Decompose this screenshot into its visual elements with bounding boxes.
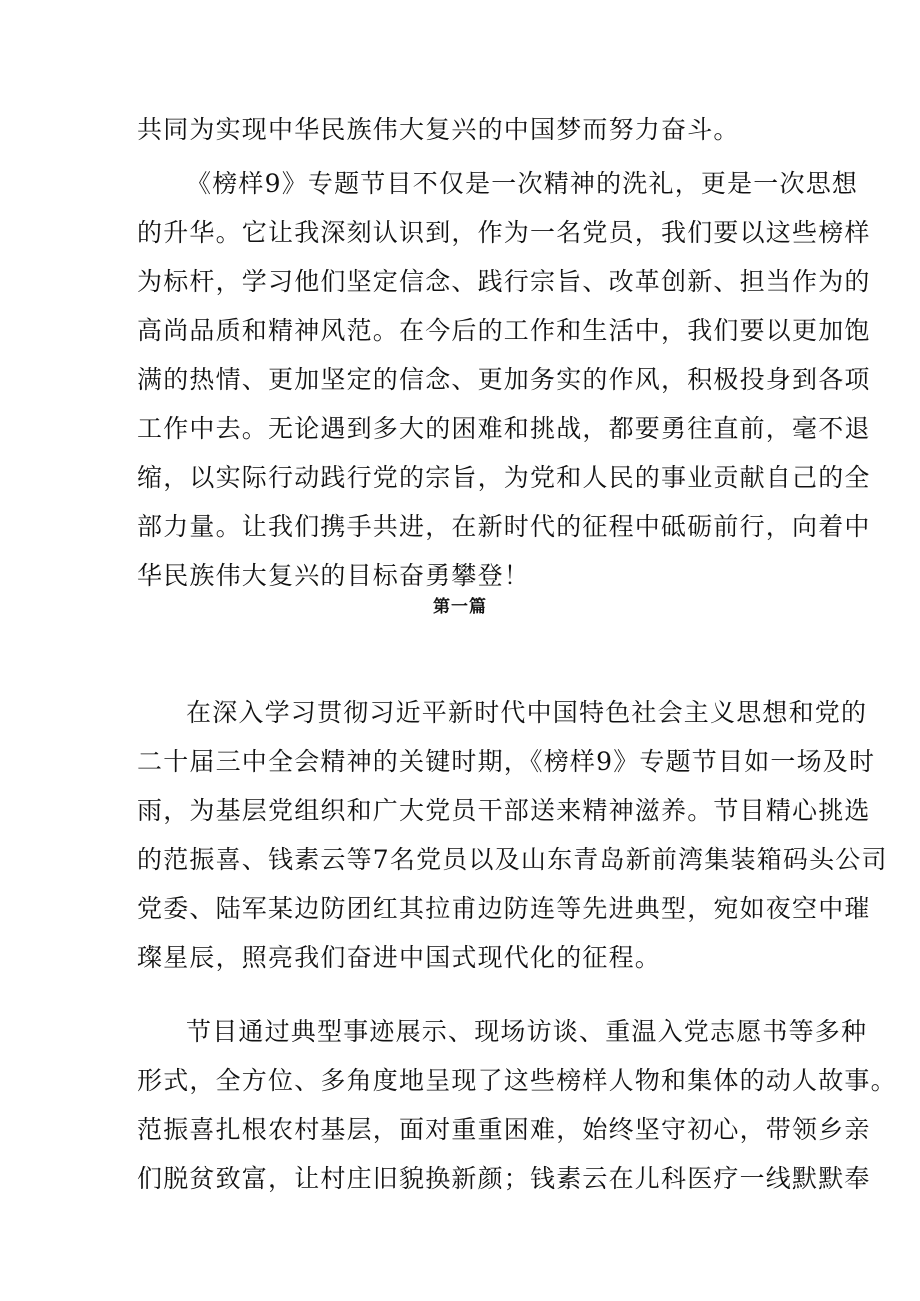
paragraph-first-line: 在深入学习贯彻习近平新时代中国特色社会主义思想和党的 [186, 698, 868, 727]
text-line: 高尚品质和精神风范。在今后的工作和生活中，我们要以更加饱 [137, 316, 871, 345]
text-line: 形式，全方位、多角度地呈现了这些榜样人物和集体的动人故事。 [137, 1066, 897, 1095]
section-heading: 第一篇 [433, 597, 487, 617]
text-line: 雨，为基层党组织和广大党员干部送来精神滋养。节目精心挑选 [137, 796, 871, 825]
text-line: 的升华。它让我深刻认识到，作为一名党员，我们要以这些榜样 [137, 218, 871, 247]
text-line: 满的热情、更加坚定的信念、更加务实的作风，积极投身到各项 [137, 365, 871, 394]
text-line: 工作中去。无论遇到多大的困难和挑战，都要勇往直前，毫不退 [137, 414, 871, 443]
text-line: 二十届三中全会精神的关键时期，《榜样9》专题节目如一场及时 [137, 747, 876, 776]
text-line: 华民族伟大复兴的目标奋勇攀登！ [137, 561, 531, 590]
paragraph-first-line: 节目通过典型事迹展示、现场访谈、重温入党志愿书等多种 [186, 1017, 868, 1046]
paragraph-first-line: 《榜样9》专题节目不仅是一次精神的洗礼，更是一次思想 [186, 169, 859, 198]
text-line: 缩，以实际行动践行党的宗旨，为党和人民的事业贡献自己的全 [137, 463, 871, 492]
text-line: 共同为实现中华民族伟大复兴的中国梦而努力奋斗。 [137, 115, 740, 144]
text-line: 璨星辰，照亮我们奋进中国式现代化的征程。 [137, 943, 662, 972]
text-line: 为标杆，学习他们坚定信念、践行宗旨、改革创新、担当作为的 [137, 267, 871, 296]
text-line: 党委、陆军某边防团红其拉甫边防连等先进典型，宛如夜空中璀 [137, 894, 871, 923]
text-line: 部力量。让我们携手共进，在新时代的征程中砥砺前行，向着中 [137, 512, 871, 541]
text-line: 们脱贫致富，让村庄旧貌换新颜；钱素云在儿科医疗一线默默奉 [137, 1164, 871, 1193]
text-line: 范振喜扎根农村基层，面对重重困难，始终坚守初心，带领乡亲 [137, 1115, 871, 1144]
text-line: 的范振喜、钱素云等7名党员以及山东青岛新前湾集装箱码头公司 [137, 845, 888, 874]
